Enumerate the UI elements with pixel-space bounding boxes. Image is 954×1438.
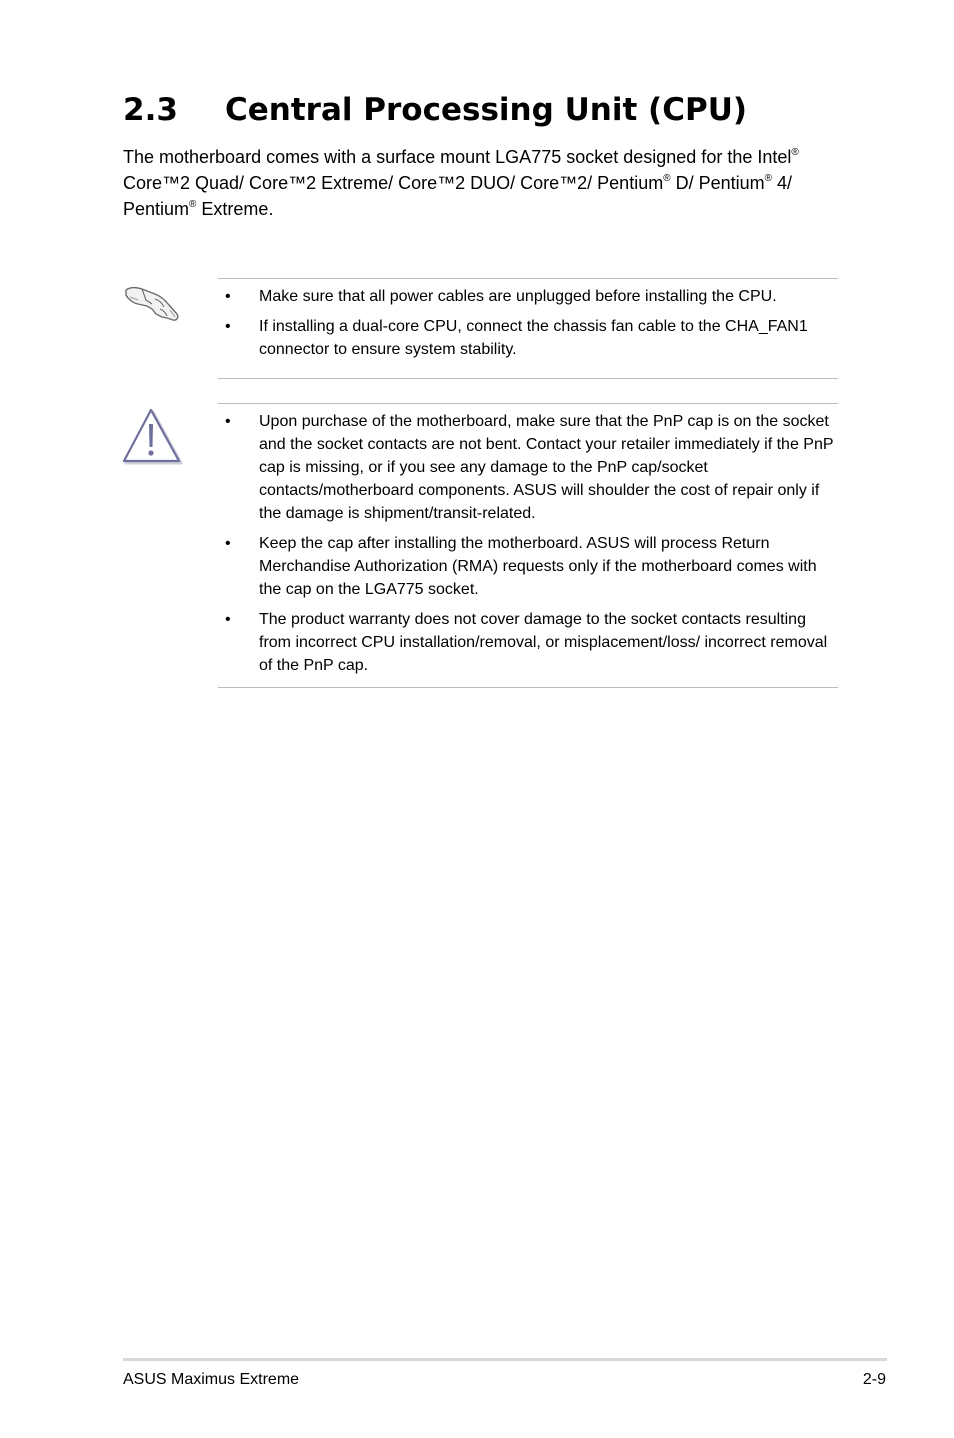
- bullet-icon: •: [225, 318, 231, 335]
- section-number: 2.3: [123, 92, 178, 128]
- note-item-text: Make sure that all power cables are unplugged before installing the CPU.: [259, 288, 777, 305]
- note-item-text: If installing a dual-core CPU, connect the chassis fan cable to the CHA_FAN1 connector to ensure system stability.: [259, 318, 808, 358]
- caution-item-text: Keep the cap after installing the motherboard. ASUS will process Return Merchandise Authorization (RMA) requests only if the motherboard comes with the cap on the LGA775 socket.: [259, 535, 817, 598]
- warning-triangle-icon: [122, 407, 184, 467]
- intro-text-5: Extreme.: [196, 199, 274, 219]
- caution-item: [218, 532, 838, 601]
- bullet-icon: •: [225, 611, 231, 628]
- bullet-icon: •: [225, 413, 231, 430]
- intro-paragraph: [123, 144, 843, 222]
- note-item: [218, 285, 838, 308]
- bullet-icon: •: [225, 288, 231, 305]
- pointing-hand-icon: [122, 280, 182, 326]
- footer-product-name: ASUS Maximus Extreme: [123, 1371, 300, 1388]
- caution-item-text: The product warranty does not cover damage to the socket contacts resulting from incorrect CPU installation/removal, or misplacement/loss/ incorrect removal of the PnP cap.: [259, 611, 828, 674]
- registered-mark: ®: [764, 173, 772, 184]
- note-item: [218, 315, 838, 361]
- section-title: Central Processing Unit (CPU): [225, 92, 748, 128]
- caution-box: [218, 403, 838, 688]
- section-heading: [123, 88, 747, 132]
- footer-page-number: 2-9: [862, 1371, 886, 1388]
- caution-item-text: Upon purchase of the motherboard, make sure that the PnP cap is on the socket and the socket contacts are not bent. Contact your retailer immediately if the PnP cap is missing, or if you see any damage to the PnP cap/socket contacts/motherboard components. ASUS will shoulder the cost of repair only if the damage is shipment/transit-related.: [259, 413, 834, 522]
- caution-item: [218, 608, 838, 677]
- intro-text-1: The motherboard comes with a surface mount LGA775 socket designed for the Intel: [123, 147, 792, 167]
- registered-mark: ®: [663, 173, 671, 184]
- registered-mark: ®: [189, 199, 197, 210]
- bullet-icon: •: [225, 535, 231, 552]
- intro-text-2: Core™2 Quad/ Core™2 Extreme/ Core™2 DUO/ Core™2/ Pentium: [123, 173, 664, 193]
- caution-item: [218, 410, 838, 525]
- intro-text-4: 4/ Pentium: [123, 173, 793, 219]
- registered-mark: ®: [791, 147, 799, 158]
- footer-divider: [123, 1358, 887, 1361]
- intro-text-3: D/ Pentium: [670, 173, 765, 193]
- note-box: [218, 278, 838, 379]
